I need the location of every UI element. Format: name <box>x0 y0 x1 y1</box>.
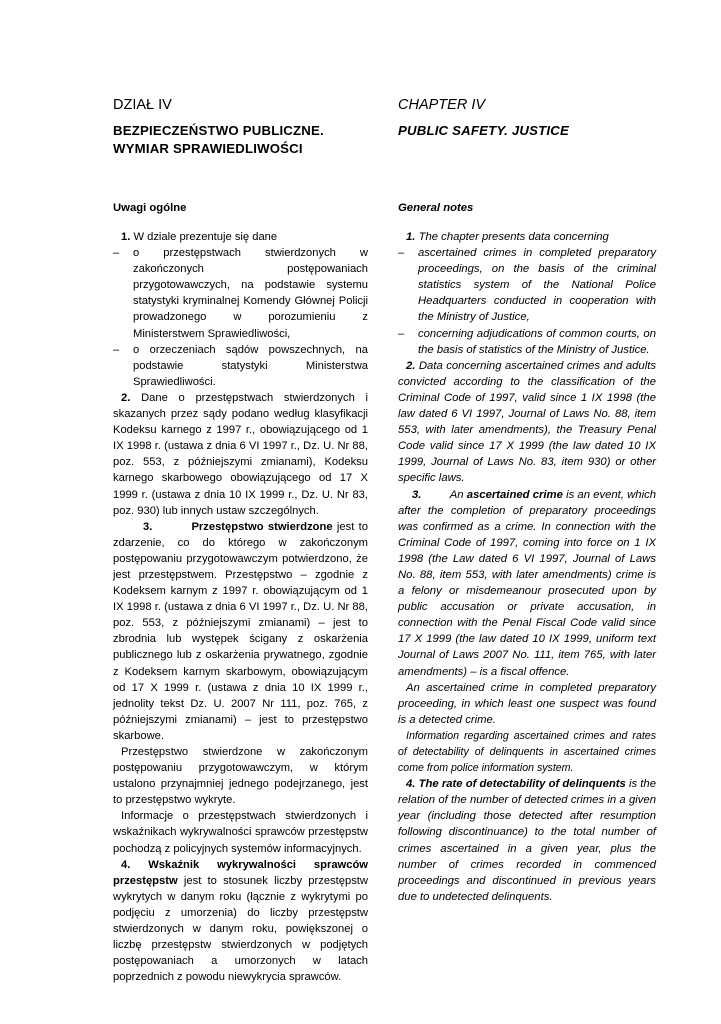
defined-term: ascertained crime <box>466 488 563 501</box>
paragraph-text: W dziale prezentuje się dane <box>133 231 278 243</box>
paragraph-number: 2. <box>406 359 416 372</box>
paragraph-text: jest to zdarzenie, co do którego w zakończonym postępowaniu przygotowawczym potwierdzono, że jest przestępstwem. Przestępstwo – zgodnie z Kodeksem karnym z 1997 r. obowiązującym od 1 IX 1998 r. (ustawa z dnia 6 VI 1997 r., Dz. U. Nr 88, poz. 553, z późniejszymi zmianami) – jest to zbrodnia lub występek ścigany z oskarżenia publicznego lub z oskarżenia prywatnego, zgodnie z Kodeksem karnym skarbowym, obowiązującym od 17 X 1999 r. (ustawa z dnia 10 IX 1999 r., jednolity tekst Dz. U. 2007 Nr 111, poz. 765, z późniejszymi zmianami) – jest to przestępstwo skarbowe. <box>113 520 368 742</box>
paragraph-4 <box>398 776 656 905</box>
paragraph-1 <box>398 229 656 245</box>
paragraph-3 <box>113 519 368 744</box>
paragraph-3c: Informacje o przestępstwach stwierdzonych i wskaźnikach wykrywalności sprawców przestępstw pochodzą z policyjnych systemów informacyjnych. <box>113 810 368 855</box>
paragraph-number: 3. <box>143 520 153 533</box>
paragraph-3b: Przestępstwo stwierdzone w zakończonym postępowaniu przygotowawczym, w którym ustalono przynajmniej jednego podejrzanego, jest to przestępstwo wykryte. <box>113 746 368 807</box>
bullet-dash: – <box>398 247 405 260</box>
paragraph-text: is an event, which after the completion of preparatory proceedings was confirmed as a crime. In connection with the Criminal Code of 1997, coming into force on 1 IX 1998 (the Law dated 6 VI 1997, Journal of Laws No. 88, item 553, with later amendments) crime is a felony or misdemeanour prosecuted upon by public accusation or private accusation, in connection with the Penal Fiscal Code valid since 17 X 1999 (the law dated 10 IX 1999, uniform text Journal of Laws 2007 No. 111, item 765, with later amendments) – is a fiscal offence. <box>398 488 657 678</box>
paragraph-number: 4. <box>121 858 131 871</box>
bullet-dash: – <box>113 247 120 260</box>
bullet-dash: – <box>398 327 405 340</box>
defined-term: Przestępstwo stwierdzone <box>191 520 333 533</box>
paragraph-text: An <box>449 488 464 501</box>
defined-term: Wskaźnik wykrywalności sprawców przestępstw <box>113 858 369 887</box>
paragraph-number: 3. <box>412 488 422 501</box>
list-item <box>398 326 656 358</box>
notes-body-pl <box>113 229 368 985</box>
chapter-title-en: PUBLIC SAFETY. JUSTICE <box>398 123 569 138</box>
paragraph-text: is the relation of the number of detected crimes in a given year (including those detected after resumption following discontinuance) to the total number of crimes ascertained in a given year, plus the number of crimes recorded in commenced proceedings and discontinued in previous years due to undetected delinquents. <box>398 778 656 903</box>
paragraph-number: 2. <box>121 391 131 404</box>
chapter-label-en: CHAPTER IV <box>398 97 486 113</box>
list-item <box>113 245 368 342</box>
list-item-text: ascertained crimes in completed preparatory proceedings, on the basis of the criminal statistics system of the National Police Headquarters conducted in cooperation with the Ministry of Justice, <box>418 247 656 324</box>
paragraph-text: Data concerning ascertained crimes and adults convicted according to the classification of the Criminal Code of 1997, valid since 1 IX 1998 (the law dated 6 VI 1997, Journal of Laws No. 88, item 553, with later amendments), the Treasury Penal Code valid since 17 X 1999 (the law dated 10 IX 1999, Journal of Laws No. 83, item 930) or other specific laws. <box>398 359 656 485</box>
list-item <box>398 245 656 325</box>
notes-heading-en: General notes <box>398 202 474 214</box>
paragraph-number: 1. <box>406 231 416 243</box>
paragraph-text: jest to stosunek liczby przestępstw wykrytych w danym roku (łącznie z wykrytymi po podjęciu z umorzenia) do liczby przestępstw stwierdzonych w danym roku, powiększonej o liczbę przestępstw stwierdzonych w podjętych postępowaniach a umorzonych w latach poprzednich z powodu niewykrycia sprawców. <box>113 874 368 984</box>
paragraph-3 <box>398 487 656 680</box>
notes-heading-pl: Uwagi ogólne <box>113 202 187 214</box>
list-item-text: o przestępstwach stwierdzonych w zakończonych postępowaniach przygotowawczych, na podstawie systemu statystyki kryminalnej Komendy Głównej Policji prowadzonego w porozumieniu z Ministerstwem Sprawiedliwości, <box>133 247 368 340</box>
title-line-1: BEZPIECZEŃSTWO PUBLICZNE. <box>113 123 324 138</box>
title-line-2: WYMIAR SPRAWIEDLIWOŚCI <box>113 141 303 156</box>
paragraph-4 <box>113 857 368 986</box>
paragraph-text: The chapter presents data concerning <box>418 231 609 243</box>
paragraph-1 <box>113 229 368 245</box>
paragraph-text: Dane o przestępstwach stwierdzonych i skazanych przez sądy podano według klasyfikacji Kodeksu karnego z 1997 r., obowiązującego od 1 IX 1998 r. (ustawa z dnia 6 VI 1997 r., Dz. U. Nr 88, poz. 553, z późniejszymi zmianami), Kodeksu karnego skarbowego obowiązującego od 17 X 1999 r. (ustawa z dnia 10 IX 1999 r., Dz. U. Nr 83, poz. 930) lub innych ustaw szczególnych. <box>113 391 368 517</box>
list-item-text: concerning adjudications of common courts, on the basis of statistics of the Ministry of Justice. <box>418 327 656 356</box>
list-item-text: o orzeczeniach sądów powszechnych, na podstawie statystyki Ministerstwa Sprawiedliwości. <box>133 343 368 388</box>
paragraph-3c: Information regarding ascertained crimes and rates of detectability of delinquents in ascertained crimes come from police information system. <box>398 729 656 775</box>
paragraph-number: 1. <box>121 231 131 243</box>
defined-term: 4. The rate of detectability of delinquents <box>406 778 626 791</box>
chapter-title-pl <box>113 122 324 158</box>
bullet-dash: – <box>113 343 120 356</box>
notes-body-en <box>398 229 656 905</box>
paragraph-3b: An ascertained crime in completed preparatory proceeding, in which least one suspect was found is a detected crime. <box>398 681 656 726</box>
paragraph-2 <box>113 390 368 519</box>
paragraph-2 <box>398 358 656 487</box>
list-item <box>113 342 368 390</box>
chapter-label-pl: DZIAŁ IV <box>113 97 172 113</box>
